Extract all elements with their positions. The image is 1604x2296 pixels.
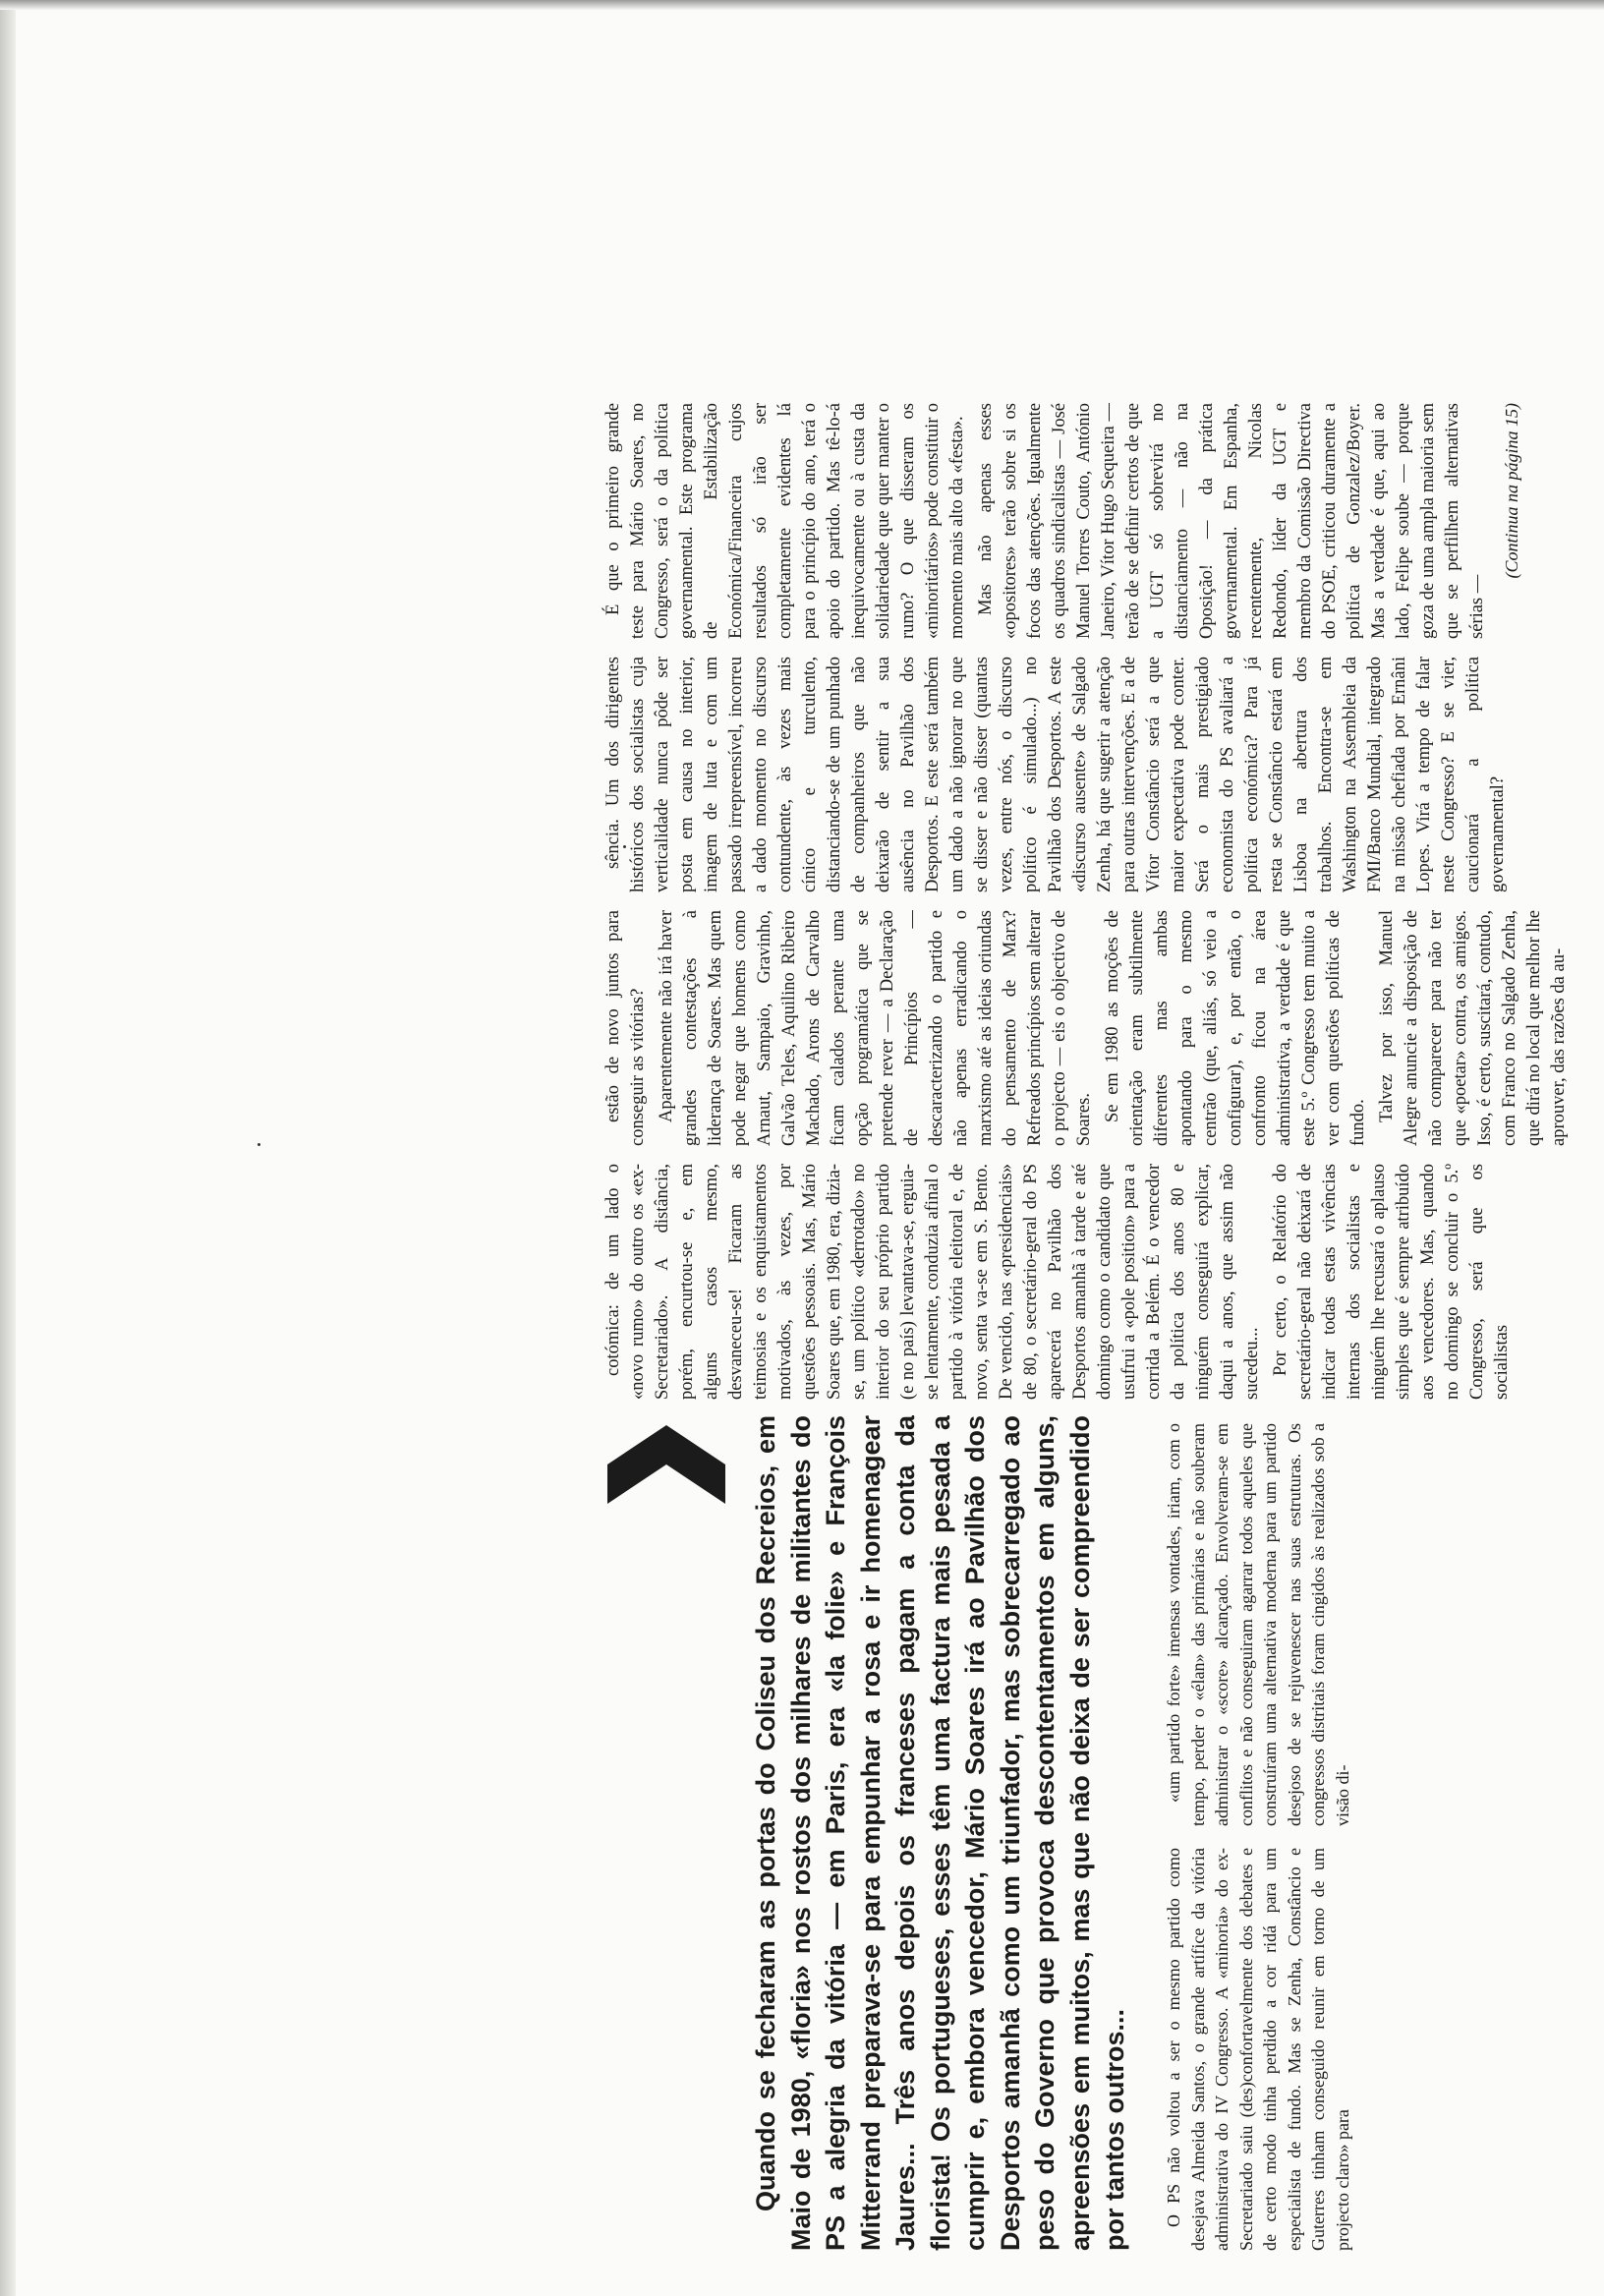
- article-paragraph: estão de novo juntos para conseguir as vitórias?: [603, 910, 648, 1146]
- article-paragraph: sência. Um dos dirigentes históricos dos socialistas cuja verticalidade nunca pôde ser posta em causa no interior, imagem de luta e com um passado irrepreensível, incorreu a dado momento no discurso contundente, às vezes mais cínico e turculento, distanciando-se de um punhado de companheiros que não deixarão de sentir a sua ausência no Pavilhão dos Desportos. E este será também um dado a não ignorar no que se disser e não disser (quantas vezes, entre nós, o discurso político é simulado...) no Pavilhão dos Desportos. A este «discurso ausente» de Salgado Zenha, há que sugerir a atenção para outras intervenções. E a de Vítor Constâncio será a que maior expectativa pode conter. Será o mais prestigiado economista do PS avaliará a política económica? Para já resta se Constâncio estará em Lisboa na abertura dos trabalhos. Encontra-se em Washington na Assembleia da FMI/Banco Mundial, integrado na missão chefiada por Ernâni Lopes. Virá a tempo de falar neste Congresso? E se vier, caucionará a política governamental?: [603, 657, 1508, 892]
- article-column-1b: [1162, 1423, 1604, 1826]
- article-column-3: [602, 910, 1604, 1146]
- article-paragraph: Talvez por isso, Manuel Alegre anuncie a disposição de não comparecer para não ter que «poetar» contra, os amigos. Isso, é certo, suscitará, contudo, com Franco no Salgado Zenha, que dirá no local que melhor lhe aprouver, das razões da au-: [1377, 910, 1569, 1146]
- article-paragraph: É que o primeiro grande teste para Mário Soares, no Congresso, será o da política governamental. Este programa de Estabilização Económica/Financeira cujos resultados só irão ser completamente evidentes lá para o princípio do ano, terá o apoio do partido. Mas tê-lo-á inequivocamente ou à custa da solidariedade que quer manter o rumo? O que disseram os «minoritários» pode constituir o momento mais alto da «festa».: [603, 403, 967, 639]
- article-column-2: [602, 1164, 1604, 1400]
- article-paragraph: cotómica: de um lado o «novo rumo» do outro os «ex-Secretariado». A distância, porém, encurtou-se e, em alguns casos mesmo, desvaneceu-se! Ficaram as teimosias e os enquistamentos motivados, às vezes, por questões pessoais. Mas, Mário Soares que, em 1980, era, dizia-se, um político «derrotado» no interior do seu próprio partido (e no país) levantava-se, erguia-se lentamente, conduzia afinal o partido à vitória eleitoral e, de novo, senta va-se em S. Bento. De vencido, nas «presidenciais» de 80, o secretário-geral do PS aparecerá no Pavilhão dos Desportos amanhã à tarde e até domingo como o candidato que usufrui a «pole position» para a corrida a Belém. É o vencedor da política dos anos 80 e ninguém conseguirá explicar, daqui a anos, que assim não sucedeu...: [603, 1164, 1262, 1400]
- article-paragraph: Mas não apenas esses «opositores» terão sobre si os focos das atenções. Igualmente os quadros sindicalistas — José Manuel Torres Couto, António Janeiro, Vítor Hugo Sequeira — terão de se definir certos de que a UGT só sobrevirá no distanciamento — não na Oposição! — da prática governamental. Em Espanha, recentemente, Nicolas Redondo, líder da UGT e membro da Comissão Directiva do PSOE, criticou duramente a política de Gonzalez/Boyer. Mas a verdade é que, aqui ao lado, Felipe soube — porque goza de uma ampla maioria sem que se perfilhem alternativas sérias —: [976, 403, 1487, 639]
- scan-speck: [258, 1143, 260, 1146]
- continued-note: (Continua na página 15): [1502, 403, 1521, 579]
- article-column-5: [602, 403, 1604, 639]
- article-paragraph: «um partido forte» imensas vontades, iriam, com o tempo, perder o «élan» das primárias e não souberam administrar o «score» alcançado. Envolveram-se em conflitos e não conseguiram agarrar todos aqueles que construíram uma alternativa moderna para um partido desejoso de se rejuvenescer nas suas estruturas. Os congressos distritais foram cingidos às realizados sob a visão di-: [1164, 1423, 1352, 1826]
- article-lead-block: [602, 1415, 1152, 2251]
- article-paragraph: O PS não voltou a ser o mesmo partido como desejava Almeida Santos, o grande artífice da vitória administrativa do IV Congresso. A «minoria» do ex-Secretariado saiu (des)confortavelmente dos debates e de certo modo tinha perdido a cor ridá para um especialista de fundo. Mas se Zenha, Constâncio e Guterres tinham conseguido reunir em torno de um projecto claro» para: [1164, 1848, 1352, 2251]
- scan-edge-top: [0, 0, 1604, 10]
- newspaper-article: [602, 206, 1604, 2251]
- article-column-4: [602, 657, 1604, 892]
- article-paragraph: Se em 1980 as moções de orientação eram subtilmente diferentes mas ambas apontando para o mesmo centrão (que, aliás, só veio a configurar), e, por então, o confronto ficou na área administrativa, a verdade é que este 5.º Congresso tem muito a ver com questões políticas de fundo.: [1103, 910, 1368, 1146]
- article-column-1a: [1162, 1848, 1604, 2251]
- chevron-ornament-icon: [607, 1425, 725, 1504]
- scan-edge-left: [0, 0, 16, 2296]
- article-paragraph: Aparentemente não irá haver grandes contestações à liderança de Soares. Mas quem pode negar que homens como Arnaut, Sampaio, Gravinho, Galvão Teles, Aquilino Ribeiro Machado, Arons de Carvalho ficam calados perante uma opção programática que se pretende rever — a Declaração de Princípios — descaracterizando o partido e não apenas erradicando o marxismo até as ideias oriundas do pensamento de Marx? Refreados princípios sem alterar o projecto — eis o objectivo de Soares.: [657, 910, 1094, 1146]
- article-lead: Quando se fecharam as portas do Coliseu dos Recreios, em Maio de 1980, «floria» nos rostos dos milhares de militantes do PS a alegria da vitória — em Paris, era «la folie» e François Mitterrand preparava-se para empunhar a rosa e ir homenagear Jaures... Três anos depois os franceses pagam a conta da florista! Os portugueses, esses têm uma factura mais pesada a cumprir e, embora vencedor, Mário Soares irá ao Pavilhão dos Desportos amanhã como um triunfador, mas sobrecarregado ao peso do Governo que provoca descontentamentos em alguns, apreensões em muitos, mas que não deixa de ser compreendido por tantos outros...: [751, 1415, 1129, 2251]
- article-paragraph: Por certo, o Relatório do secretário-geral não deixará de indicar todas estas vivências internas dos socialistas e ninguém lhe recusará o aplauso simples que é sempre atribuído aos vencedores. Mas, quando no domingo se concluir o 5.º Congresso, será que os socialistas: [1271, 1164, 1512, 1400]
